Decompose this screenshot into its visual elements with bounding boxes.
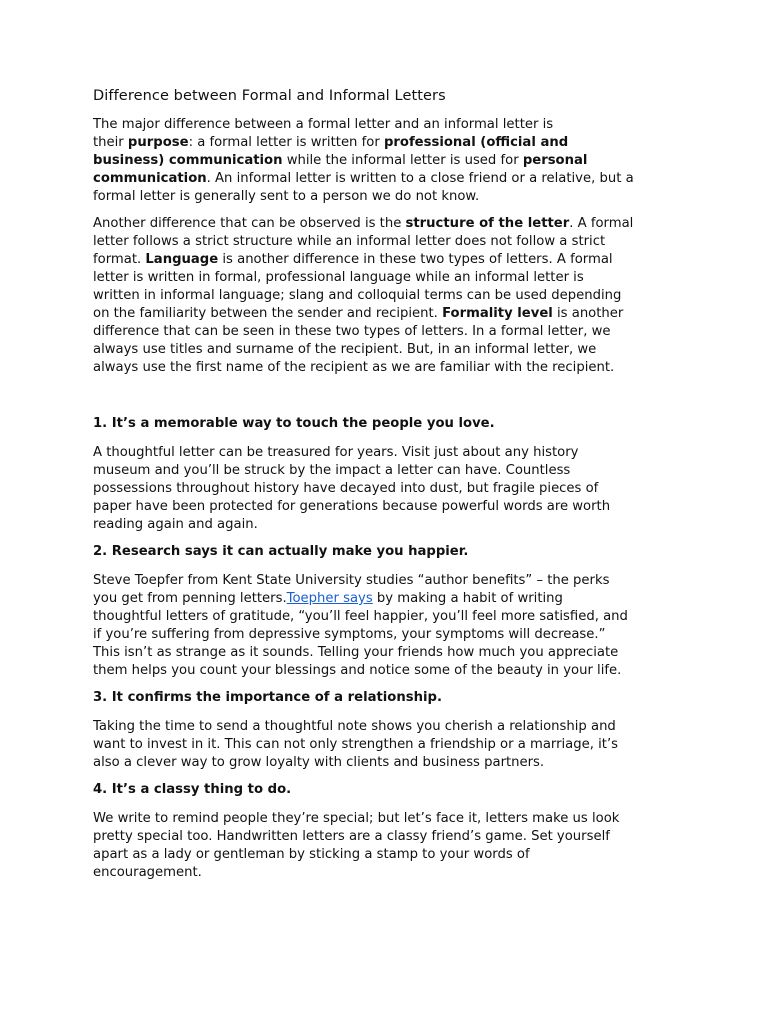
text-line: their purpose: a formal letter is written for professional (official and xyxy=(93,135,569,150)
section-body-2 xyxy=(93,572,683,680)
text-line: you get from penning letters.Toepher says by making a habit of writing xyxy=(93,591,563,606)
bold-term: personal xyxy=(522,153,588,168)
section-heading-1: 1. It’s a memorable way to touch the people you love. xyxy=(93,416,495,431)
text-line: communication. An informal letter is written to a close friend or a relative, but a xyxy=(93,171,634,186)
text-line: them helps you count your blessings and notice some of the beauty in your life. xyxy=(93,663,622,678)
document-title: Difference between Formal and Informal Letters xyxy=(93,88,446,104)
section-heading-3: 3. It confirms the importance of a relationship. xyxy=(93,690,442,705)
bold-term: purpose xyxy=(127,135,189,150)
text-line: written in informal language; slang and colloquial terms can be used depending xyxy=(93,288,622,303)
section-spacer xyxy=(93,386,683,415)
intro-paragraph-structure xyxy=(93,215,683,377)
section-body-3 xyxy=(93,718,683,772)
document-page xyxy=(93,86,683,891)
bold-term: professional (official and xyxy=(383,135,569,150)
bold-term: Formality level xyxy=(442,306,553,321)
section-heading-4: 4. It’s a classy thing to do. xyxy=(93,782,292,797)
text-line: always use titles and surname of the recipient. But, in an informal letter, we xyxy=(93,342,597,357)
section-body-4 xyxy=(93,810,683,882)
toepher-says-link[interactable]: Toepher says xyxy=(286,591,373,606)
bold-term: structure of the letter xyxy=(405,216,570,231)
bold-term: communication xyxy=(93,171,207,186)
bold-term: business) communication xyxy=(93,153,283,168)
section-heading-2: 2. Research says it can actually make you happier. xyxy=(93,544,469,559)
text-line: apart as a lady or gentleman by sticking a stamp to your words of xyxy=(93,847,530,862)
text-line: A thoughtful letter can be treasured for years. Visit just about any history xyxy=(93,445,579,460)
text-line: want to invest in it. This can not only strengthen a friendship or a marriage, it’s xyxy=(93,737,619,752)
text-line: paper have been protected for generations because powerful words are worth xyxy=(93,499,611,514)
text-line: This isn’t as strange as it sounds. Telling your friends how much you appreciate xyxy=(93,645,619,660)
intro-paragraph-purpose xyxy=(93,116,683,206)
text-line: on the familiarity between the sender and recipient. Formality level is another xyxy=(93,306,624,321)
text-line: Another difference that can be observed is the structure of the letter. A formal xyxy=(93,216,634,231)
text-line: also a clever way to grow loyalty with clients and business partners. xyxy=(93,755,545,770)
text-line: letter is written in formal, professional language while an informal letter is xyxy=(93,270,584,285)
text-line: pretty special too. Handwritten letters are a classy friend’s game. Set yourself xyxy=(93,829,610,844)
section-body-1 xyxy=(93,444,683,534)
text-line: if you’re suffering from depressive symptoms, your symptoms will decrease.” xyxy=(93,627,606,642)
text-line: We write to remind people they’re special; but let’s face it, letters make us look xyxy=(93,811,620,826)
text-line: always use the first name of the recipient as we are familiar with the recipient. xyxy=(93,360,615,375)
text-line: format. Language is another difference in these two types of letters. A formal xyxy=(93,252,613,267)
text-line: encouragement. xyxy=(93,865,202,880)
bold-term: Language xyxy=(145,252,219,267)
text-line: The major difference between a formal letter and an informal letter is xyxy=(93,117,554,132)
text-line: possessions throughout history have decayed into dust, but fragile pieces of xyxy=(93,481,599,496)
text-line: thoughtful letters of gratitude, “you’ll feel happier, you’ll feel more satisfied, and xyxy=(93,609,628,624)
text-line: difference that can be seen in these two types of letters. In a formal letter, we xyxy=(93,324,611,339)
text-line: letter follows a strict structure while an informal letter does not follow a strict xyxy=(93,234,606,249)
text-line: museum and you’ll be struck by the impact a letter can have. Countless xyxy=(93,463,571,478)
text-line: Steve Toepfer from Kent State University studies “author benefits” – the perks xyxy=(93,573,610,588)
text-line: business) communication while the informal letter is used for personal xyxy=(93,153,588,168)
text-line: Taking the time to send a thoughtful note shows you cherish a relationship and xyxy=(93,719,616,734)
text-line: formal letter is generally sent to a person we do not know. xyxy=(93,189,480,204)
text-line: reading again and again. xyxy=(93,517,258,532)
